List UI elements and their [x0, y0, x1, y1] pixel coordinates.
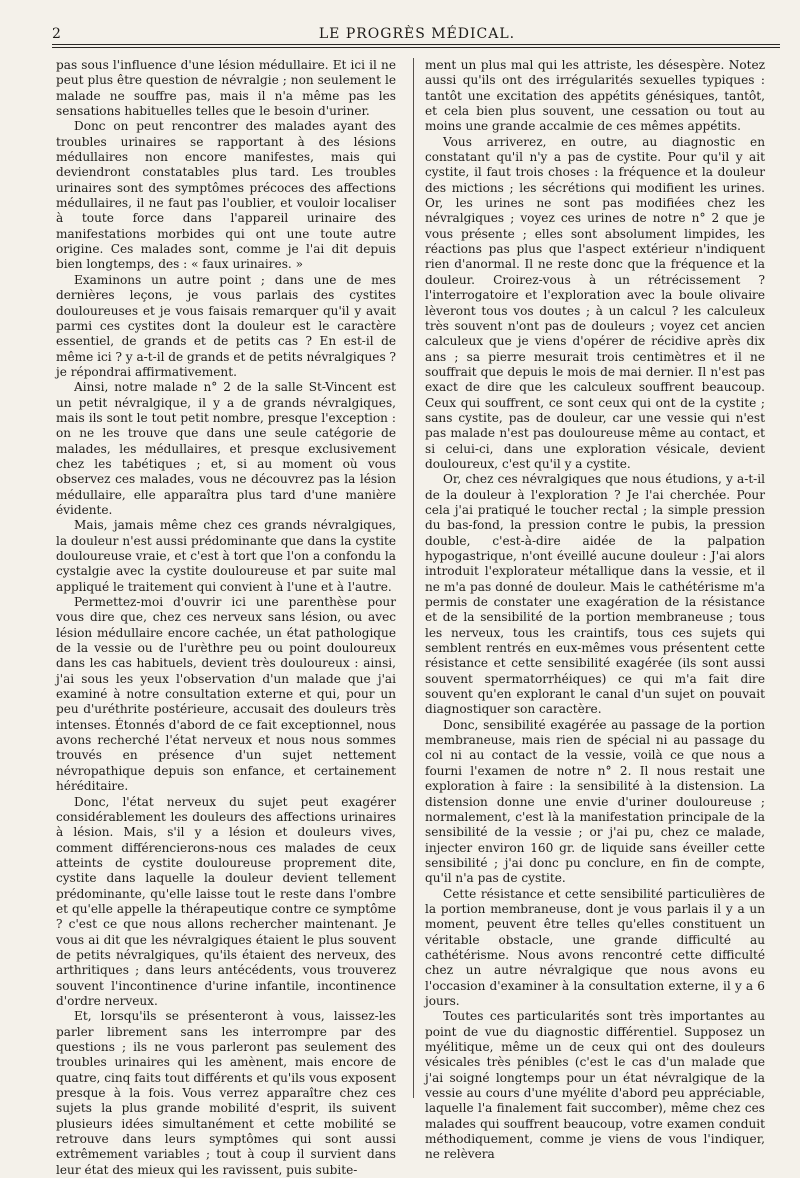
paragraph: pas sous l'influence d'une lésion médullaire. Et ici il ne peut plus être question de névralgie ; non seulement le malade ne souffre pas, mais il n'a même pas les sensations habituelles telles que le besoin d'uriner.	[56, 58, 396, 119]
paragraph: Vous arriverez, en outre, au diagnostic en constatant qu'il n'y a pas de cystite. Pour qu'il y ait cystite, il faut trois choses : la fréquence et la douleur des mictions ; les sécrétions qui modifient les urines. Or, les urines ne sont pas modifiées chez les névralgiques ; voyez ces urines de notre n° 2 que je vous présente ; elles sont absolument limpides, les réactions pas plus que l'aspect extérieur n'indiquent rien d'anormal. Il ne reste donc que la fréquence et la douleur. Croirez-vous à un rétrécissement ? l'interrogatoire et l'exploration avec la boule olivaire lèveront tous vos doutes ; à un calcul ? les calculeux très souvent n'ont pas de douleurs ; voyez cet ancien calculeux que je viens d'opérer de récidive après dix ans ; sa pierre mesurait trois centimètres et il ne souffrait que depuis le mois de mai dernier. Il n'est pas exact de dire que les calculeux souffrent beaucoup. Ceux qui souffrent, ce sont ceux qui ont de la cystite ; sans cystite, pas de douleur, car une vessie qui n'est pas malade n'est pas douloureuse même au contact, et si celui-ci, dans une exploration vésicale, devient douloureux, c'est qu'il y a cystite.	[425, 134, 765, 471]
column-divider	[413, 58, 414, 1098]
left-column	[56, 58, 396, 1177]
paragraph: Permettez-moi d'ouvrir ici une parenthèse pour vous dire que, chez ces nerveux sans lésion, ou avec lésion médullaire encore cachée, un état pathologique de la vessie ou de l'urèthre peu ou point douloureux dans les cas habituels, devient très douloureux : ainsi, j'ai sous les yeux l'observation d'un malade que j'ai examiné à notre consultation externe et qui, pour un peu d'uréthrite postérieure, accusait des douleurs très intenses. Étonnés d'abord de ce fait exceptionnel, nous avons recherché l'état nerveux et nous nous sommes trouvés en présence d'un sujet nettement névropathique depuis son enfance, et certainement héréditaire.	[56, 595, 396, 794]
paragraph: ment un plus mal qui les attriste, les désespère. Notez aussi qu'ils ont des irrégularités sexuelles typiques : tantôt une excitation des appétits génésiques, tantôt, et cela bien plus souvent, une cessation ou tout au moins une grande accalmie de ces mêmes appétits.	[425, 58, 765, 134]
page-header	[52, 26, 782, 46]
header-rule-double	[52, 47, 780, 48]
paragraph: Donc, l'état nerveux du sujet peut exagérer considérablement les douleurs des affections urinaires à lésion. Mais, s'il y a lésion et douleurs vives, comment différencierons-nous ces malades de ceux atteints de cystite douloureuse proprement dite, cystite dans laquelle la douleur devient tellement prédominante, qu'elle laisse tout le reste dans l'ombre et qu'elle appelle la thérapeutique contre ce symptôme ? c'est ce que nous allons rechercher maintenant. Je vous ai dit que les névralgiques étaient le plus souvent de petits névralgiques, qu'ils étaient des nerveux, des arthritiques ; dans leurs antécédents, vous trouverez souvent l'incontinence d'urine infantile, incontinence d'ordre nerveux.	[56, 794, 396, 1008]
paragraph: Mais, jamais même chez ces grands névralgiques, la douleur n'est aussi prédominante que dans la cystite douloureuse vraie, et c'est à tort que l'on a confondu la cystalgie avec la cystite douloureuse et par suite mal appliqué le traitement qui convient à l'une et à l'autre.	[56, 518, 396, 594]
page-number: 2	[52, 26, 61, 42]
paragraph: Et, lorsqu'ils se présenteront à vous, laissez-les parler librement sans les interrompre par des questions ; ils ne vous parleront pas seulement des troubles urinaires qui les amènent, mais encore de quatre, cinq faits tout différents et qu'ils vous exposent presque à la fois. Vous verrez apparaître chez ces sujets la plus grande mobilité d'esprit, ils suivent plusieurs idées simultanément et cette mobilité se retrouve dans leurs symptômes qui sont aussi extrêmement variables ; tout à coup il survient dans leur état des mieux qui les ravissent, puis subite-	[56, 1009, 396, 1177]
paragraph: Ainsi, notre malade n° 2 de la salle St-Vincent est un petit névralgique, il y a de grands névralgiques, mais ils sont le tout petit nombre, presque l'exception : on ne les trouve que dans une seule catégorie de malades, les médullaires, et presque exclusivement chez les tabétiques ; et, si au moment où vous observez ces malades, vous ne découvrez pas la lésion médullaire, elle apparaîtra plus tard d'une manière évidente.	[56, 380, 396, 517]
paragraph: Donc on peut rencontrer des malades ayant des troubles urinaires se rapportant à des lésions médullaires non encore manifestes, mais qui deviendront constatables plus tard. Les troubles urinaires sont des symptômes précoces des affections médullaires, il ne faut pas l'oublier, et vouloir localiser à toute force dans l'appareil urinaire des manifestations morbides qui ont une toute autre origine. Ces malades sont, comme je l'ai dit depuis bien longtemps, des : « faux urinaires. »	[56, 119, 396, 272]
paragraph: Or, chez ces névralgiques que nous étudions, y a-t-il de la douleur à l'exploration ? Je l'ai cherchée. Pour cela j'ai pratiqué le toucher rectal ; la simple pression du bas-fond, la pression contre le pubis, la pression double, c'est-à-dire aidée de la palpation hypogastrique, n'ont éveillé aucune douleur : J'ai alors introduit l'explorateur métallique dans la vessie, et il ne m'a pas donné de douleur. Mais le cathétérisme m'a permis de constater une exagération de la résistance et de la sensibilité de la portion membraneuse ; tous les nerveux, tous les craintifs, tous ces sujets qui semblent rentrés en eux-mêmes vous présentent cette résistance et cette sensibilité exagérée (ils sont aussi souvent spermatorrhéiques) ce qui m'a fait dire souvent qu'en explorant le canal d'un sujet on pouvait diagnostiquer son caractère.	[425, 472, 765, 717]
right-column	[425, 58, 765, 1162]
paragraph: Donc, sensibilité exagérée au passage de la portion membraneuse, mais rien de spécial ni au passage du col ni au contact de la vessie, voilà ce que nous a fourni l'examen de notre n° 2. Il nous restait une exploration à faire : la sensibilité à la distension. La distension donne une envie d'uriner douloureuse ; normalement, c'est là la manifestation principale de la sensibilité de la vessie ; or j'ai pu, chez ce malade, injecter environ 160 gr. de liquide sans éveiller cette sensibilité ; j'ai donc pu conclure, en fin de compte, qu'il n'a pas de cystite.	[425, 717, 765, 886]
paragraph: Toutes ces particularités sont très importantes au point de vue du diagnostic différentiel. Supposez un myélitique, même un de ceux qui ont des douleurs vésicales très pénibles (c'est le cas d'un malade que j'ai soigné longtemps pour un état névralgique de la vessie au cours d'une myélite d'abord peu appréciable, laquelle l'a finalement fait succomber), même chez ces malades qui souffrent beaucoup, votre examen conduit méthodiquement, comme je viens de vous l'indiquer, ne relèvera	[425, 1009, 765, 1162]
paragraph: Cette résistance et cette sensibilité particulières de la portion membraneuse, dont je vous parlais il y a un moment, peuvent être telles qu'elles constituent un véritable obstacle, une grande difficulté au cathétérisme. Nous avons rencontré cette difficulté chez un autre névralgique que nous avons eu l'occasion d'examiner à la consultation externe, il y a 6 jours.	[425, 886, 765, 1008]
running-title: LE PROGRÈS MÉDICAL.	[318, 26, 516, 42]
paragraph: Examinons un autre point ; dans une de mes dernières leçons, je vous parlais des cystites douloureuses et je vous faisais remarquer qu'il y avait parmi ces cystites dont la douleur est le caractère essentiel, de grands et de petits cas ? En est-il de même ici ? y a-t-il de grands et de petits névralgiques ? je répondrai affirmativement.	[56, 272, 396, 379]
header-rule	[52, 44, 780, 45]
